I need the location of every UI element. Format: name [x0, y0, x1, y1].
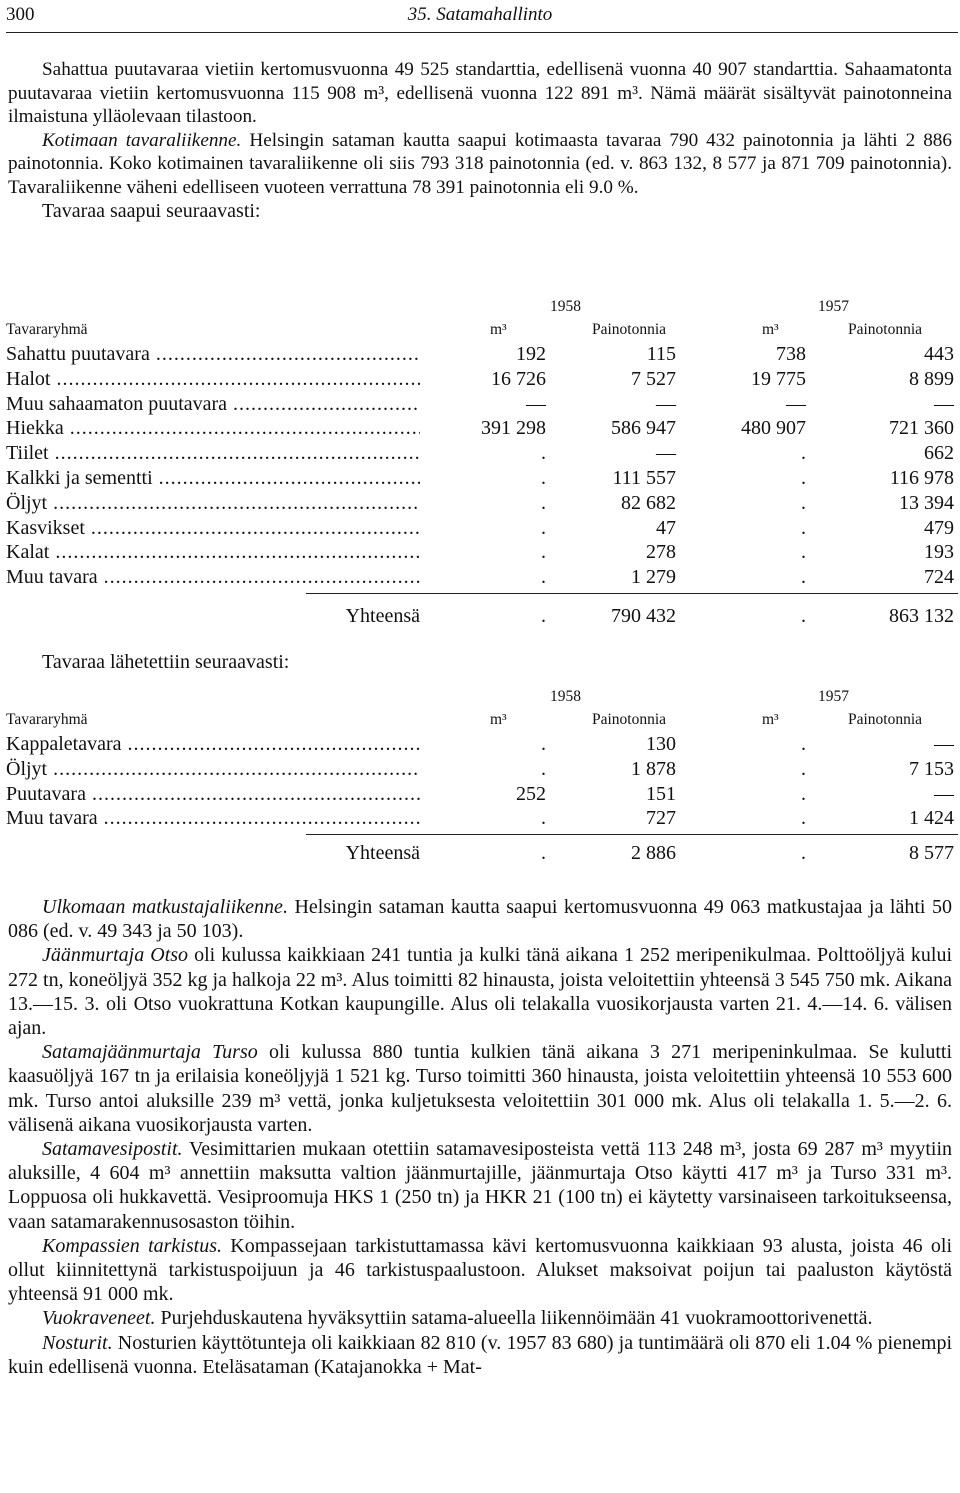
col-m3-1958: m³	[490, 321, 507, 338]
header-rule	[6, 32, 958, 33]
paragraph-turso	[8, 1040, 952, 1137]
cell-pt-1957: 1 424	[909, 807, 954, 830]
cell-pt-1958: —	[656, 442, 676, 465]
cell-pt-1958: 151	[646, 782, 676, 805]
total-label: Yhteensä	[345, 842, 420, 865]
cell-m3-1957: 480 907	[741, 417, 806, 440]
intro-text	[8, 58, 952, 223]
cell-m3-1958: 16 726	[491, 367, 546, 390]
cell-m3-1957: .	[801, 466, 806, 489]
row-label: Sahattu puutavara .....	[6, 342, 420, 367]
row-label: Kasvikset .....	[6, 516, 420, 541]
cell-pt-1958: 1 878	[631, 757, 676, 780]
paragraph-otso	[8, 943, 952, 1040]
table-total-row	[6, 604, 958, 629]
table-body	[6, 732, 958, 831]
total-m3-1957: .	[801, 842, 806, 865]
col-tavararyhma: Tavararyhmä	[6, 321, 88, 338]
year-1958: 1958	[550, 298, 581, 315]
paragraph-compass	[8, 1234, 952, 1307]
cell-m3-1957: .	[801, 442, 806, 465]
sum-rule	[306, 834, 958, 835]
col-painotonnia-1957: Painotonnia	[848, 321, 923, 338]
row-label: Halot .....	[6, 367, 420, 392]
total-label: Yhteensä	[345, 604, 420, 627]
cell-m3-1958: .	[541, 466, 546, 489]
row-label: Kappaletavara .....	[6, 732, 420, 757]
total-pt-1958: 2 886	[631, 842, 676, 865]
col-m3-1957: m³	[762, 321, 779, 338]
cell-m3-1957: .	[801, 733, 806, 755]
cell-m3-1957: .	[801, 491, 806, 514]
total-m3-1957: .	[801, 604, 806, 627]
paragraph-export: Sahattua puutavaraa vietiin kertomusvuonna 49 525 standarttia, edellisenä vuonna 40 907 standarttia. Sahaamatonta puutavaraa vietiin kertomusvuonna 115 908 m³, edellisenä vuonna 122 891 m³. Nämä määrät sisältyvät painotonneina ilmaistuna ylläolevaan tilastoon.	[8, 59, 952, 128]
paragraph-cranes	[8, 1331, 952, 1379]
sum-rule	[306, 593, 958, 594]
cell-pt-1958: 130	[646, 733, 676, 755]
cell-pt-1957: 193	[924, 541, 954, 564]
cell-m3-1958: .	[541, 491, 546, 514]
cell-m3-1958: .	[541, 807, 546, 830]
cell-pt-1958: 727	[646, 807, 676, 830]
table-row	[6, 540, 958, 565]
table-row	[6, 416, 958, 441]
cell-pt-1958: 47	[656, 516, 676, 539]
cell-m3-1957: 738	[776, 343, 806, 365]
table-year-header	[6, 296, 958, 317]
cell-pt-1957: 721 360	[889, 417, 954, 440]
paragraph-water-posts	[8, 1137, 952, 1234]
table-row	[6, 516, 958, 541]
cell-pt-1958: —	[656, 392, 676, 415]
table-row	[6, 367, 958, 392]
cell-pt-1957: —	[934, 733, 954, 755]
outgoing-heading-block	[8, 651, 952, 675]
row-label: Öljyt .....	[6, 757, 420, 782]
total-m3-1958: .	[541, 604, 546, 627]
table-column-header	[6, 707, 958, 732]
paragraph-lead: Nosturit.	[42, 1331, 113, 1354]
row-label: Kalkki ja sementti .....	[6, 466, 420, 491]
cell-pt-1957: 116 978	[889, 466, 954, 489]
table-row	[6, 441, 958, 466]
row-label: Öljyt .....	[6, 491, 420, 516]
cell-m3-1958: .	[541, 757, 546, 780]
cell-pt-1957: —	[934, 782, 954, 805]
paragraph-passenger-traffic	[8, 895, 952, 943]
total-pt-1957: 8 577	[909, 842, 954, 865]
paragraph-body: Vesimittarien mukaan otettiin satamavesiposteista vettä 113 248 m³, josta 69 287 m³ myytiin aluksille, 4 604 m³ annettiin maksutta valtion jäänmurtajille, jäänmurtaja Otso käytti 417 m³ ja Turso 331 m³. Loppuosa oli hukkavettä. Vesiproomuja HKS 1 (250 tn) ja HKR 21 (100 tn) ei käytetty varsinaiseen tarkoitukseensa, vaan satamarakennusosaston töihin.	[8, 1138, 952, 1233]
cell-m3-1958: .	[541, 566, 546, 589]
cell-m3-1958: 252	[516, 782, 546, 805]
table-row	[6, 466, 958, 491]
cell-m3-1957: .	[801, 757, 806, 780]
paragraph-lead: Satamajäänmurtaja Turso	[42, 1041, 258, 1064]
cell-pt-1958: 115	[646, 343, 676, 365]
row-label: Hiekka .....	[6, 416, 420, 441]
col-painotonnia-1957: Painotonnia	[848, 711, 923, 728]
total-pt-1957: 863 132	[889, 604, 954, 627]
cell-m3-1957: .	[801, 782, 806, 805]
paragraph-body: Nosturien käyttötunteja oli kaikkiaan 82 810 (v. 1957 83 680) ja tuntimäärä oli 870 eli 1.04 % pienempi kuin edellisenä vuonna. Eteläsataman (Katajanokka + Mat-	[8, 1331, 952, 1378]
cell-pt-1958: 111 557	[612, 466, 676, 489]
row-label: Kalat .....	[6, 540, 420, 565]
body-paragraphs	[8, 895, 952, 1379]
table-row	[6, 491, 958, 516]
table-total-row	[6, 841, 958, 866]
paragraph-lead: Vuokraveneet.	[42, 1307, 156, 1330]
page-header	[0, 0, 960, 34]
cell-pt-1958: 7 527	[631, 367, 676, 390]
cell-m3-1957: .	[801, 807, 806, 830]
total-m3-1958: .	[541, 842, 546, 865]
row-label: Muu sahaamaton puutavara .....	[6, 392, 420, 417]
cell-pt-1958: 586 947	[611, 417, 676, 440]
paragraph-rental-boats	[8, 1306, 952, 1330]
running-title: 35. Satamahallinto	[407, 4, 553, 25]
paragraph-body: oli kulussa kaikkiaan 241 tuntia ja kulki tänä aikana 1 252 meripenikulmaa. Polttoöljyä kului 272 tn, koneöljyä 352 kg ja halkoja 22 m³. Alus toimitti 82 hinausta, joista veloitettiin yhteensä 3 545 750 mk. Aikana 13.—15. 3. oli Otso vuokrattuna Kotkan kaupungille. Alus oli telakalla vuosikorjausta varten 21. 4.—14. 6. välisen ajan.	[8, 944, 952, 1040]
paragraph-lead: Jäänmurtaja Otso	[42, 944, 189, 967]
year-1957: 1957	[818, 688, 849, 705]
col-m3-1958: m³	[490, 711, 507, 728]
cell-pt-1957: 443	[924, 343, 954, 365]
col-painotonnia-1958: Painotonnia	[592, 711, 667, 728]
table-row	[6, 565, 958, 590]
cell-pt-1957: 724	[924, 566, 954, 589]
table-row	[6, 782, 958, 807]
cell-m3-1958: .	[541, 541, 546, 564]
cell-pt-1958: 1 279	[631, 566, 676, 589]
paragraph-body: Purjehduskautena hyväksyttiin satama-alueella liikennöimään 41 vuokramoottorivenettä.	[155, 1307, 873, 1330]
row-label: Tiilet .....	[6, 441, 420, 466]
col-tavararyhma: Tavararyhmä	[6, 711, 88, 728]
table-row	[6, 342, 958, 367]
paragraph-body: oli kulussa 880 tuntia kulkien tänä aikana 3 271 meripeninkulmaa. Se kulutti kaasuöljyä 167 tn ja erilaisia koneöljyjä 1 521 kg. Turso toimitti 360 hinausta, joista veloitettiin yhteensä 10 553 600 mk. Turso antoi aluksille 239 m³ vettä, jonka kuljetuksesta veloitettiin 301 000 mk. Alus oli telakalla 1. 5.—2. 6. välisenä aikana vuosikorjausta varten.	[8, 1041, 953, 1136]
paragraph-lead: Ulkomaan matkustajaliikenne.	[42, 896, 288, 918]
cell-m3-1958: 391 298	[481, 417, 546, 440]
table-row	[6, 806, 958, 831]
paragraph-domestic-traffic	[8, 129, 952, 200]
cell-pt-1957: 7 153	[909, 757, 954, 780]
table-column-header	[6, 317, 958, 342]
table-row	[6, 732, 958, 757]
cell-pt-1957: 13 394	[899, 491, 954, 514]
cell-m3-1958: —	[526, 392, 546, 415]
cell-pt-1957: 662	[924, 442, 954, 465]
row-label: Puutavara .....	[6, 782, 420, 807]
page-number: 300	[6, 4, 35, 25]
cell-m3-1957: .	[801, 566, 806, 589]
cell-pt-1957: 479	[924, 516, 954, 539]
cell-m3-1958: .	[541, 733, 546, 755]
paragraph-lead: Kompassien tarkistus.	[42, 1234, 222, 1257]
cell-m3-1958: 192	[516, 343, 546, 365]
cell-m3-1958: .	[541, 442, 546, 465]
table-incoming	[6, 296, 958, 629]
cell-pt-1957: —	[934, 392, 954, 415]
paragraph-lead: Satamavesipostit.	[42, 1138, 183, 1161]
cell-pt-1958: 278	[646, 541, 676, 564]
cell-m3-1957: .	[801, 541, 806, 564]
cell-pt-1957: 8 899	[909, 367, 954, 390]
cell-pt-1958: 82 682	[621, 491, 676, 514]
table-row	[6, 392, 958, 417]
col-painotonnia-1958: Painotonnia	[592, 321, 667, 338]
outgoing-heading: Tavaraa lähetettiin seuraavasti:	[42, 651, 290, 673]
row-label: Muu tavara .....	[6, 806, 420, 831]
year-1957: 1957	[818, 298, 849, 315]
paragraph-body: Helsingin sataman kautta saapui kertomusvuonna 49 063 matkustajaa ja lähti 50 086 (ed. v. 49 343 ja 50 103).	[8, 896, 952, 943]
cell-m3-1957: —	[786, 392, 806, 415]
incoming-heading: Tavaraa saapui seuraavasti:	[42, 199, 261, 222]
table-outgoing	[6, 686, 958, 866]
total-pt-1958: 790 432	[611, 604, 676, 627]
cell-m3-1957: .	[801, 516, 806, 539]
cell-m3-1957: 19 775	[751, 367, 806, 390]
table-year-header	[6, 686, 958, 707]
col-m3-1957: m³	[762, 711, 779, 728]
cell-m3-1958: .	[541, 516, 546, 539]
row-label: Muu tavara .....	[6, 565, 420, 590]
year-1958: 1958	[550, 688, 581, 705]
table-row	[6, 757, 958, 782]
table-body	[6, 342, 958, 590]
paragraph-body: Helsingin sataman kautta saapui kotimaasta tavaraa 790 432 painotonnia ja lähti 2 886 painotonnia. Koko kotimainen tavaraliikenne oli siis 793 318 painotonnia (ed. v. 863 132, 8 577 ja 871 709 painotonnia). Tavaraliikenne väheni edelliseen vuoteen verrattuna 78 391 painotonnia eli 9.0 %.	[8, 129, 952, 198]
paragraph-body: Kompassejaan tarkistuttamassa kävi kertomusvuonna kaikkiaan 93 alusta, joista 46 oli ollut kiinnitettynä tarkistuspoijuun ja 46 tarkistuspaalustoon. Alukset maksoivat poijun tai paaluston käytöstä yhteensä 91 000 mk.	[8, 1234, 952, 1306]
paragraph-lead: Kotimaan tavaraliikenne.	[42, 129, 242, 151]
